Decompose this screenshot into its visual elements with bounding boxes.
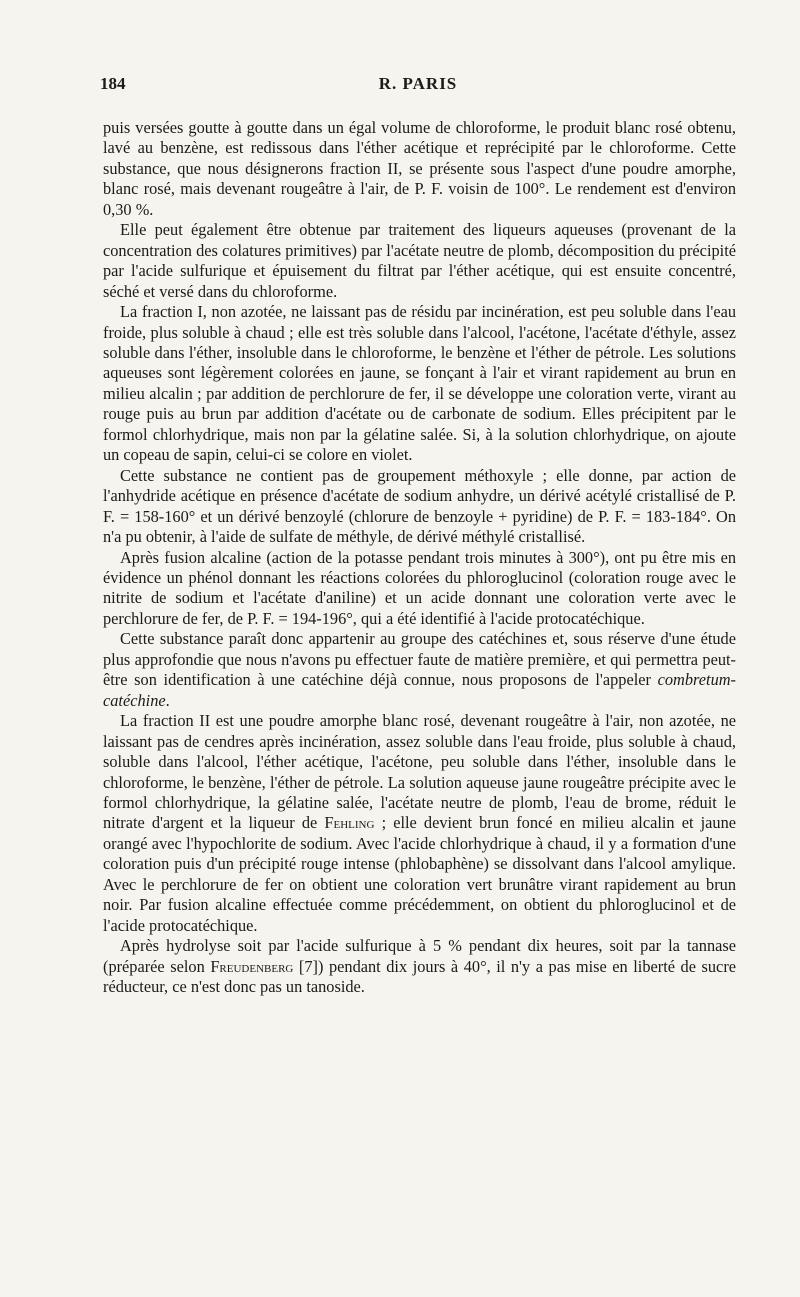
author-name-fehling: Fehling (324, 813, 375, 833)
hydrolysis-text-start: Après hydrolyse soit par l'acide sulfurique à 5 % pendant dix heures, soit par la tannase (préparée selon (103, 936, 736, 976)
catechin-proposal-end: . (165, 690, 170, 710)
body-text (103, 118, 736, 997)
paragraph-hydrolysis (103, 936, 736, 997)
fraction-ii-text-end: ; elle devient brun foncé en milieu alcalin et jaune orangé avec l'hypochlorite de sodium. Avec l'acide chlorhydrique à chaud, il y a formation d'une coloration puis d'un précipité rouge intense (phlobaphène) se dissolvant dans l'alcool amylique. Avec le perchlorure de fer on obtient une coloration vert brunâtre virant rapidement au brun noir. Par fusion alcaline effectuée comme précédemment, on obtient du phloroglucinol et de l'acide protocatéchique. (103, 813, 736, 935)
running-title: R. PARIS (378, 74, 458, 93)
paragraph-fraction-i-properties: La fraction I, non azotée, ne laissant pas de résidu par incinération, est peu soluble dans l'eau froide, plus soluble à chaud ; elle est très soluble dans l'alcool, l'acétone, l'acétate d'éthyle, assez soluble dans l'éther, insoluble dans le chloroforme, le benzène et l'éther de pétrole. Les solutions aqueuses sont légèrement colorées en jaune, se fonçant à l'air et virant rapidement au brun en milieu alcalin ; par addition de perchlorure de fer, il se développe une coloration verte, virant au rouge puis au brun par addition d'acétate ou de carbonate de sodium. Elles précipitent par le formol chlorhydrique, mais non par la gélatine salée. Si, à la solution chlorhydrique, on ajoute un copeau de sapin, celui-ci se colore en violet. (103, 302, 736, 465)
paragraph-fraction-i-derivatives: Cette substance ne contient pas de groupement méthoxyle ; elle donne, par action de l'anhydride acétique en présence d'acétate de sodium anhydre, un dérivé acétylé cristallisé de P. F. = 158-160° et un dérivé benzoylé (chlorure de benzoyle + pyridine) de P. F. = 183-184°. On n'a pu obtenir, à l'aide de sulfate de méthyle, de dérivé méthylé cristallisé. (103, 465, 736, 547)
combretum-catechine-term: combretum-catéchine (103, 670, 736, 710)
fraction-ii-text-start: La fraction II est une poudre amorphe blanc rosé, devenant rougeâtre à l'air, non azotée, ne laissant pas de cendres après incinération, assez soluble dans l'eau froide, plus soluble à chaud, soluble dans l'alcool, l'éther acétique, l'acétone, peu soluble dans l'éther, insoluble dans le chloroforme, le benzène, l'éther de pétrole. La solution aqueuse jaune rougeâtre précipite avec le formol chlorhydrique, la gélatine salée, l'acétate neutre de plomb, l'eau de brome, réduit le nitrate d'argent et la liqueur de (103, 711, 736, 833)
paragraph-fraction-ii-properties (103, 711, 736, 936)
page-number: 184 (100, 74, 126, 93)
page-header (100, 74, 736, 100)
hydrolysis-text-end: [7]) pendant dix jours à 40°, il n'y a pas mise en liberté de sucre réducteur, ce n'est donc pas un tanoside. (103, 956, 737, 997)
catechin-proposal-text: Cette substance paraît donc appartenir au groupe des catéchines et, sous réserve d'une étude plus approfondie que nous n'avons pu effectuer faute de matière première, et qui permettra peut-être son identification à une catéchine déjà connue, nous proposons de l'appeler (103, 629, 736, 690)
paragraph-alkaline-fusion: Après fusion alcaline (action de la potasse pendant trois minutes à 300°), ont pu être mis en évidence un phénol donnant les réactions colorées du phloroglucinol (coloration rouge avec le nitrite de sodium et l'acétate d'aniline) et un acide donnant une coloration verte avec le perchlorure de fer, de P. F. = 194-196°, qui a été identifié à l'acide protocatéchique. (103, 547, 736, 628)
author-name-freudenberg: Freudenberg (210, 956, 294, 976)
paragraph-catechin-proposal (103, 629, 736, 711)
paragraph-continuation: puis versées goutte à goutte dans un égal volume de chloroforme, le produit blanc rosé obtenu, lavé au benzène, est redissous dans l'éther acétique et reprécipité par le chloroforme. Cette substance, que nous désignerons fraction II, se présente sous l'aspect d'une poudre amorphe, blanc rosé, mais devenant rougeâtre à l'air, de P. F. voisin de 100°. Le rendement est d'environ 0,30 %. (103, 118, 736, 219)
paragraph-fraction-ii-alternative: Elle peut également être obtenue par traitement des liqueurs aqueuses (provenant de la concentration des colatures primitives) par l'acétate neutre de plomb, décomposition du précipité par l'acide sulfurique et épuisement du filtrat par l'éther acétique, qui est ensuite concentré, séché et versé dans du chloroforme. (103, 220, 736, 301)
